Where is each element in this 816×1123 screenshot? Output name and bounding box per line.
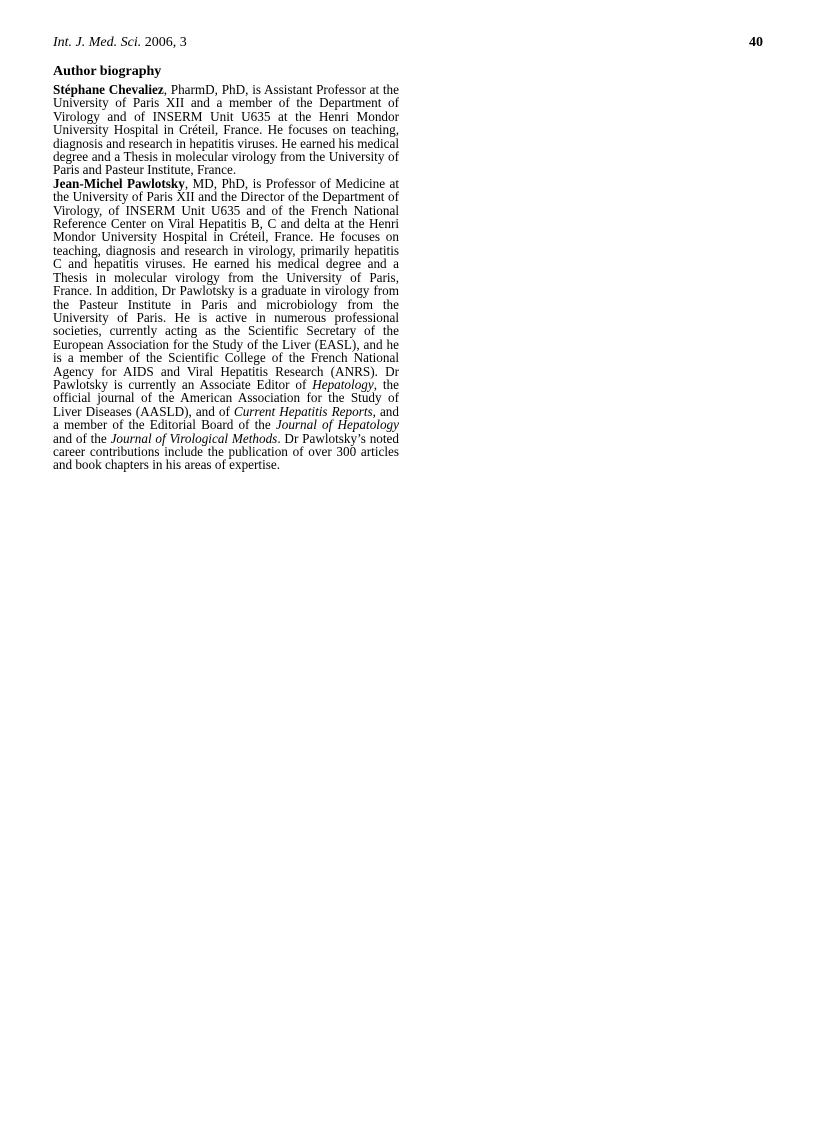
journal-title-journal-of-hepatology: Journal of Hepatology (275, 417, 399, 433)
running-header (53, 34, 763, 52)
journal-name: Int. J. Med. Sci. (53, 35, 142, 50)
section-title: Author biography (53, 64, 162, 79)
biography-text-chevaliez: , PharmD, PhD, is Assistant Professor at the University of Paris XII and a member of the Department of Virology and of INSERM Unit U635 at the Henri Mondor University Hospital in Créteil, France. He focuses on teaching, diagnosis and research in hepatitis viruses. He earned his medical degree and a Thesis in molecular virology from the University of Paris and Pasteur Institute, France. (53, 82, 399, 178)
biography-text: and of the (53, 430, 111, 446)
journal-title-current-hepatitis-reports: Current Hepatitis Reports (233, 403, 373, 419)
author-biography-section (53, 63, 399, 472)
biography-paragraph-pawlotsky (53, 177, 399, 472)
journal-issue: 2006, 3 (141, 35, 187, 50)
biography-text: , and a member of the Editorial Board of the (53, 403, 399, 433)
journal-title-hepatology: Hepatology (312, 376, 374, 392)
biography-text: , the official journal of the American Association for the Study of Liver Diseases (AASLD), and of (53, 376, 399, 419)
page-number: 40 (749, 35, 763, 50)
journal-title-journal-of-virological-methods: Journal of Virological Methods (110, 430, 278, 446)
author-name-chevaliez: Stéphane Chevaliez (53, 82, 164, 97)
journal-citation (53, 34, 187, 52)
biography-paragraph-chevaliez (53, 83, 399, 177)
biography-text: , MD, PhD, is Professor of Medicine at the University of Paris XII and the Director of the Department of Virology, of INSERM Unit U635 and of the French National Reference Center on Viral Hepatitis B, C and delta at the Henri Mondor University Hospital in Créteil, France. He focuses on teaching, diagnosis and research in virology, primarily hepatitis C and hepatitis viruses. He earned his medical degree and a Thesis in molecular virology from the University of Paris, France. In addition, Dr Pawlotsky is a graduate in virology from the Pasteur Institute in Paris and microbiology from the University of Paris. He is active in numerous professional societies, currently acting as the Scientific Secretary of the European Association for the Study of the Liver (EASL), and he is a member of the Scientific College of the French National Agency for AIDS and Viral Hepatitis Research (ANRS). Dr Pawlotsky is currently an Associate Editor of (53, 175, 399, 392)
author-name-pawlotsky: Jean-Michel Pawlotsky (53, 175, 185, 191)
biography-text: . Dr Pawlotsky’s noted career contributions include the publication of over 300 articles and book chapters in his areas of expertise. (53, 430, 399, 473)
